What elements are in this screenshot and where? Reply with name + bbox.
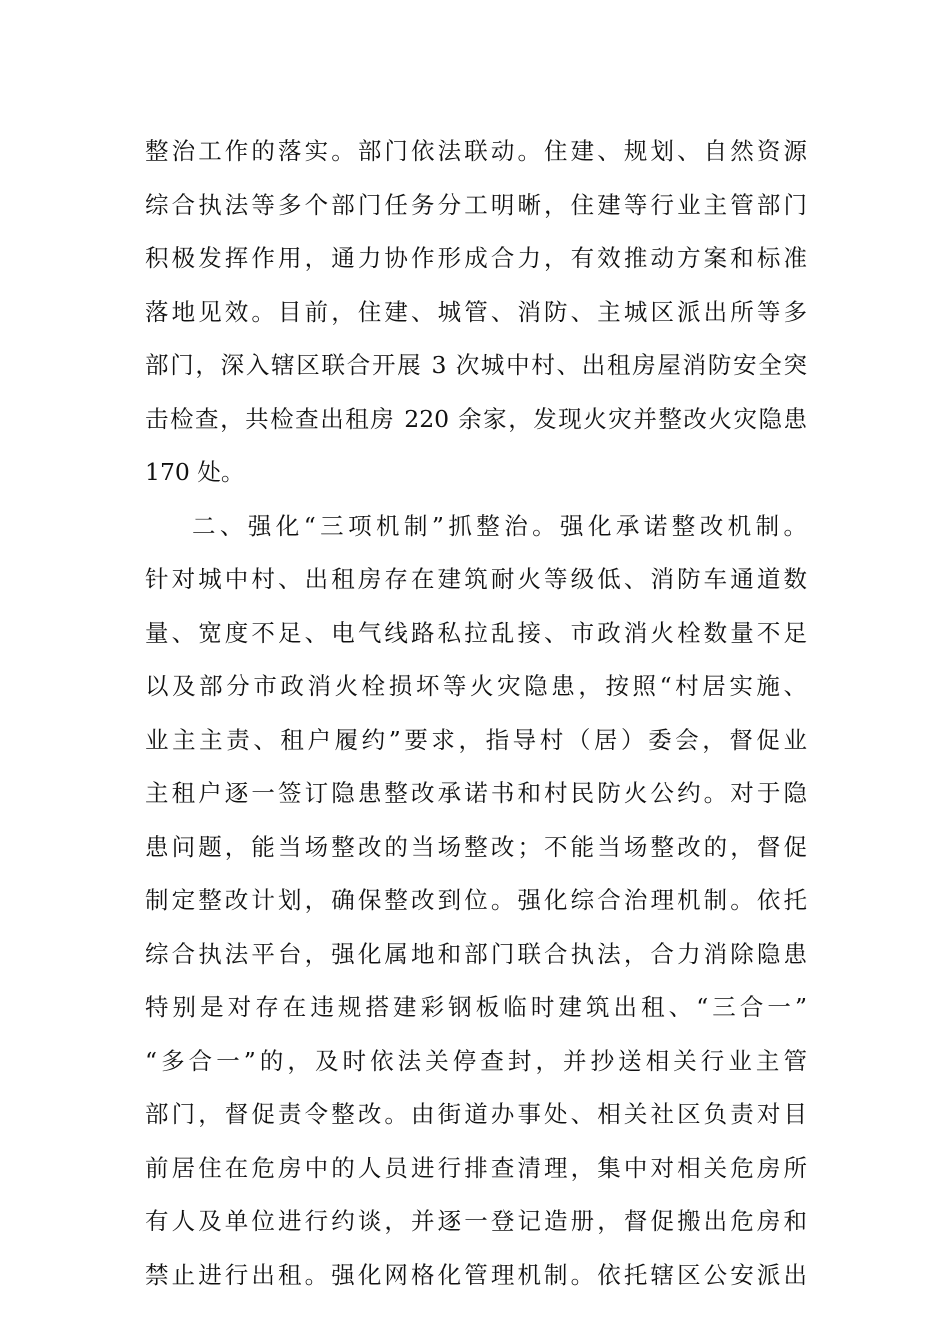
text-line: 制定整改计划，确保整改到位。强化综合治理机制。依托 [145,886,807,914]
text-line: 部门，深入辖区联合开展 3 次城中村、出租房屋消防安全突 [145,351,807,379]
text-line: 针对城中村、出租房存在建筑耐火等级低、消防车通道数 [145,565,807,593]
text-line: 综合执法等多个部门任务分工明晰，住建等行业主管部门 [145,190,807,219]
text-line: 以及部分市政消火栓损坏等火灾隐患，按照“村居实施、 [145,672,807,700]
paragraph-1 [145,125,807,500]
text-line: 禁止进行出租。强化网格化管理机制。依托辖区公安派出 [145,1260,807,1289]
text-line: 前居住在危房中的人员进行排查清理，集中对相关危房所 [145,1153,807,1182]
text-line: 部门，督促责令整改。由街道办事处、相关社区负责对目 [145,1100,807,1128]
text-line: 主租户逐一签订隐患整改承诺书和村民防火公约。对于隐 [145,779,807,807]
text-line: 有人及单位进行约谈，并逐一登记造册，督促搬出危房和 [145,1207,807,1235]
text-line: 170 处。 [145,458,245,486]
text-line: 综合执法平台，强化属地和部门联合执法，合力消除隐患 [145,939,807,968]
text-line: 落地见效。目前，住建、城管、消防、主城区派出所等多 [145,297,807,326]
text-line: 积极发挥作用，通力协作形成合力，有效推动方案和标准 [145,244,807,272]
text-line: 二、强化“三项机制”抓整治。强化承诺整改机制。 [192,511,807,540]
text-line: 患问题，能当场整改的当场整改；不能当场整改的，督促 [145,832,807,861]
text-line: 整治工作的落实。部门依法联动。住建、规划、自然资源 [145,137,807,165]
paragraph-2 [145,500,807,1303]
text-line: “多合一”的，及时依法关停查封，并抄送相关行业主管 [145,1046,807,1075]
text-line: 特别是对存在违规搭建彩钢板临时建筑出租、“三合一” [145,993,807,1021]
document-body [145,125,807,1302]
text-line: 量、宽度不足、电气线路私拉乱接、市政消火栓数量不足 [145,618,807,647]
text-line: 业主主责、租户履约”要求，指导村（居）委会，督促业 [145,725,807,754]
text-line: 击检查，共检查出租房 220 余家，发现火灾并整改火灾隐患 [145,404,807,433]
